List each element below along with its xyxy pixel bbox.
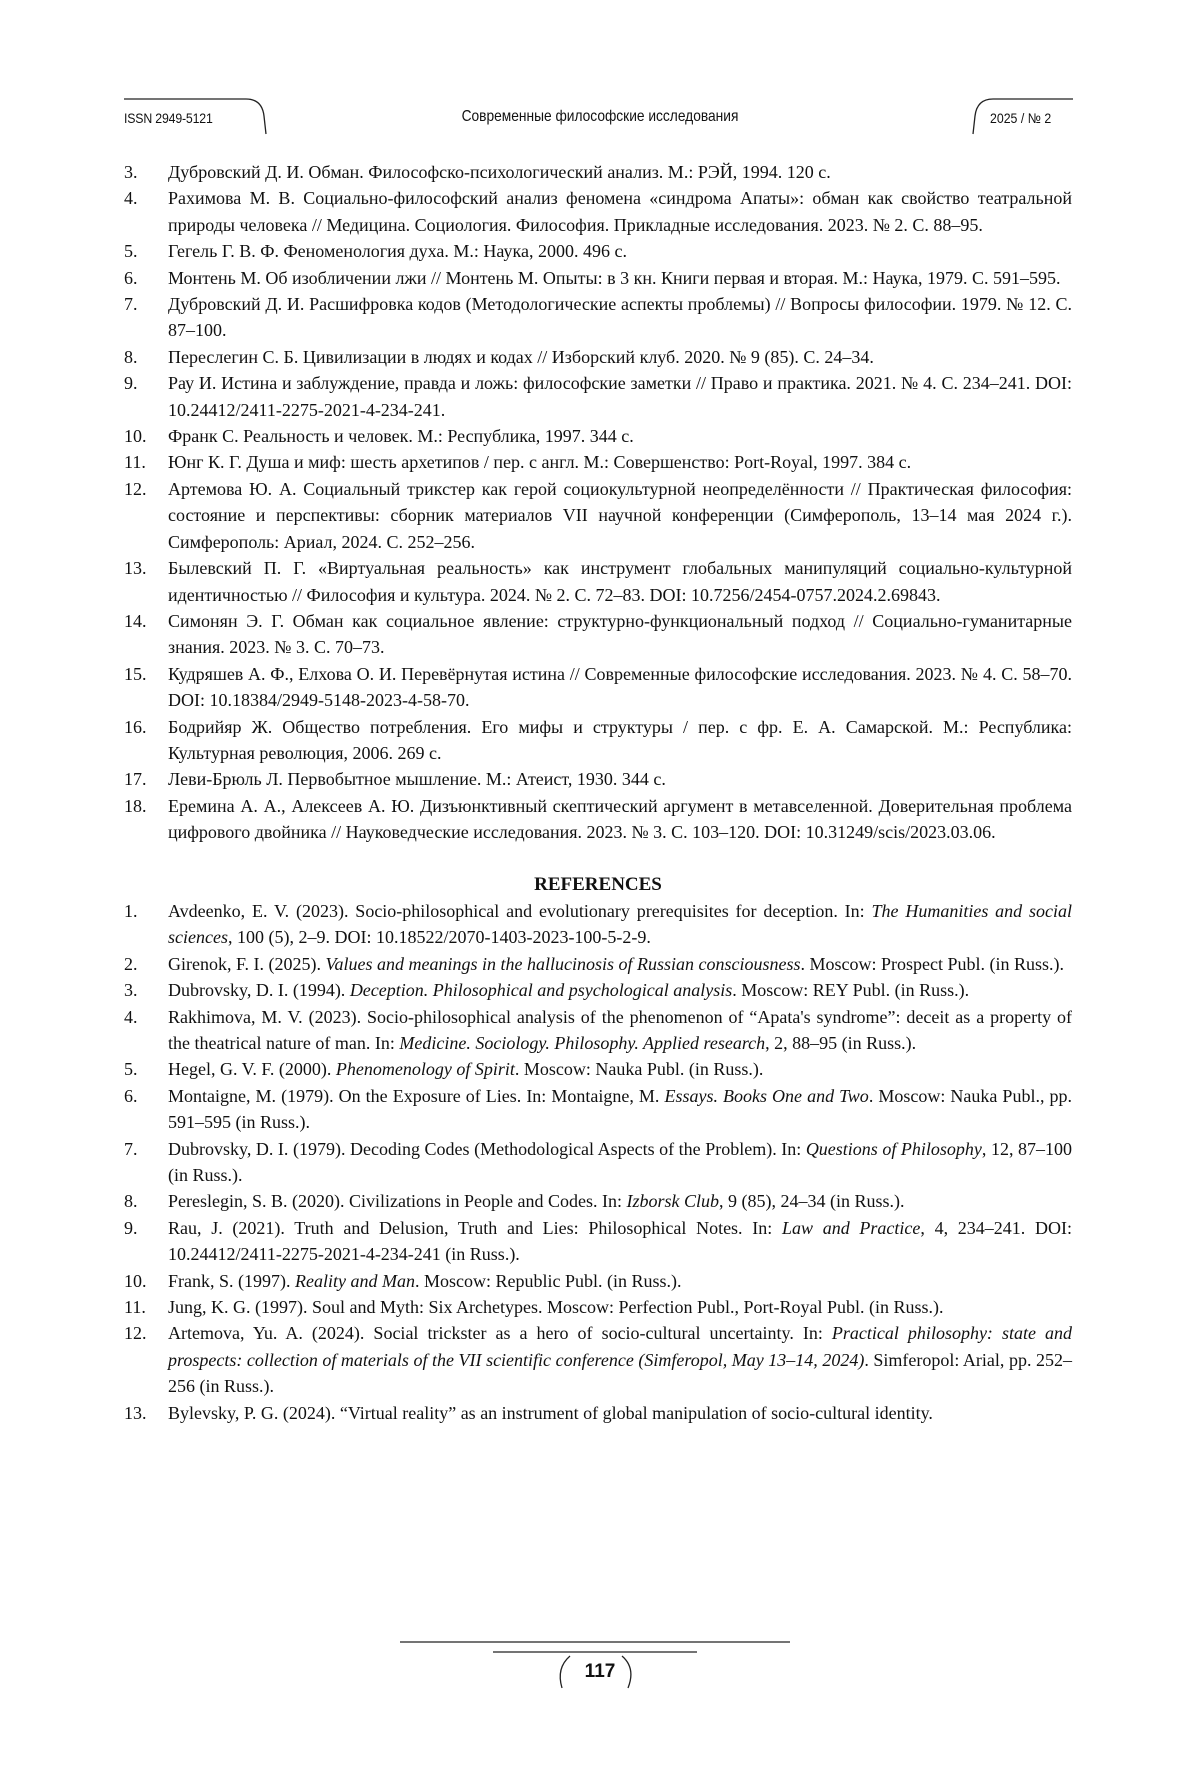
reference-item <box>124 185 1072 238</box>
reference-italic-segment: Phenomenology of Spirit <box>335 1059 515 1080</box>
reference-text <box>168 1215 1072 1268</box>
reference-number: 5. <box>124 1059 138 1080</box>
reference-text <box>168 449 1072 475</box>
reference-italic-segment: Questions of Philosophy <box>805 1138 982 1159</box>
reference-segment: Rakhimova, M. V. (2023). Socio-philosophical analysis of the phenomenon of “Apata's syndrome”: deceit as a property of the theatrical nature of man. In: <box>168 1006 1072 1053</box>
reference-text <box>168 1294 1072 1320</box>
reference-item <box>124 370 1072 423</box>
reference-segment: Рау И. Истина и заблуждение, правда и ложь: философские заметки // Право и практика. 2021. № 4. С. 234–241. DOI: 10.24412/2411-2275-2021-4-234-241. <box>168 373 1072 420</box>
reference-text <box>168 1136 1072 1189</box>
reference-item <box>124 423 1072 449</box>
reference-segment: Юнг К. Г. Душа и миф: шесть архетипов / пер. с англ. М.: Совершенство: Port-Royal, 1997. 384 с. <box>168 452 912 473</box>
reference-number: 7. <box>124 1138 138 1159</box>
references-heading: REFERENCES <box>534 873 662 895</box>
reference-number: 12. <box>124 1323 147 1344</box>
reference-segment: . Moscow: REY Publ. (in Russ.). <box>732 980 970 1001</box>
reference-number: 17. <box>124 769 147 790</box>
reference-segment: Дубровский Д. И. Расшифровка кодов (Методологические аспекты проблемы) // Вопросы философии. 1979. № 12. С. 87–100. <box>168 294 1072 341</box>
reference-segment: Еремина А. А., Алексеев А. Ю. Дизъюнктивный скептический аргумент в метавселенной. Доверительная проблема цифрового двойника // Науковедческие исследования. 2023. № 3. С. 103–120. DOI: 10.31249/scis/2023.03.06. <box>168 795 1072 843</box>
reference-number: 8. <box>124 346 138 367</box>
reference-segment: Dubrovsky, D. I. (1979). Decoding Codes (Methodological Aspects of the Problem). In: <box>168 1138 806 1159</box>
reference-text <box>168 555 1072 608</box>
reference-item <box>124 238 1072 264</box>
reference-segment: . Simferopol: Arial, pp. 252–256 (in Russ.). <box>168 1349 1072 1397</box>
reference-segment: Jung, K. G. (1997). Soul and Myth: Six Archetypes. Moscow: Perfection Publ., Port-Royal Publ. (in Russ.). <box>168 1297 944 1318</box>
reference-text <box>168 238 1072 264</box>
reference-item <box>124 608 1072 661</box>
reference-text <box>168 608 1072 661</box>
reference-segment: Avdeenko, E. V. (2023). Socio-philosophical and evolutionary prerequisites for deception. In: <box>168 900 872 921</box>
reference-italic-segment: Law and Practice <box>781 1217 921 1238</box>
reference-segment: Рахимова М. В. Социально-философский анализ феномена «синдрома Апаты»: обман как свойство театральной природы человека // Медицина. Социология. Философия. Прикладные исследования. 2023. № 2. С. 88–95. <box>168 188 1072 235</box>
reference-item <box>124 1215 1072 1268</box>
reference-text <box>168 1400 1072 1426</box>
page-number: 117 <box>584 1661 616 1682</box>
reference-item <box>124 344 1072 370</box>
reference-item <box>124 1083 1072 1136</box>
reference-number: 11. <box>124 452 146 473</box>
reference-segment: Hegel, G. V. F. (2000). <box>168 1059 336 1080</box>
reference-segment: . Moscow: Republic Publ. (in Russ.). <box>414 1270 682 1291</box>
reference-segment: , 9 (85), 24–34 (in Russ.). <box>718 1191 905 1212</box>
reference-item <box>124 1188 1072 1214</box>
reference-segment: Былевский П. Г. «Виртуальная реальность» как инструмент глобальных манипуляций социально-культурной идентичностью // Философия и культура. 2024. № 2. С. 72–83. DOI: 10.7256/2454-0757.2024.2.69843. <box>168 558 1072 605</box>
reference-segment: Артемова Ю. А. Социальный трикстер как герой социокультурной неопределённости // Практическая философия: состояние и перспективы: сборник материалов VII научной конференции (Симферополь, 13–14 мая 2024 г.). Симферополь: Ариал, 2024. С. 252–256. <box>168 478 1072 552</box>
reference-item <box>124 555 1072 608</box>
reference-text <box>168 977 1072 1003</box>
reference-segment: Frank, S. (1997). <box>168 1270 295 1291</box>
reference-item <box>124 1004 1072 1057</box>
reference-italic-segment: Essays. Books One and Two <box>664 1085 869 1106</box>
reference-number: 1. <box>124 900 138 921</box>
reference-item <box>124 1400 1072 1426</box>
journal-title: Современные философские исследования <box>461 108 739 125</box>
issue-number: 2025 / № 2 <box>990 110 1052 126</box>
reference-text <box>168 291 1072 344</box>
reference-item <box>124 977 1072 1003</box>
reference-text <box>168 265 1072 291</box>
reference-number: 13. <box>124 558 147 579</box>
reference-item <box>124 766 1072 792</box>
reference-segment: Леви-Брюль Л. Первобытное мышление. М.: Атеист, 1930. 344 с. <box>168 769 666 790</box>
reference-segment: Pereslegin, S. B. (2020). Civilizations in People and Codes. In: <box>168 1191 627 1212</box>
reference-segment: Dubrovsky, D. I. (1994). <box>168 980 350 1001</box>
reference-item <box>124 1136 1072 1189</box>
reference-number: 5. <box>124 241 138 262</box>
reference-text <box>168 423 1072 449</box>
reference-text <box>168 898 1072 951</box>
reference-text <box>168 1004 1072 1057</box>
reference-text <box>168 344 1072 370</box>
reference-number: 14. <box>124 610 147 631</box>
reference-segment: , 2, 88–95 (in Russ.). <box>765 1033 917 1053</box>
english-reference-list <box>124 898 1072 1426</box>
reference-italic-segment: Values and meanings in the hallucinosis of Russian consciousness <box>325 953 801 974</box>
reference-number: 15. <box>124 663 147 684</box>
reference-segment: Гегель Г. В. Ф. Феноменология духа. М.: Наука, 2000. 496 с. <box>168 241 627 262</box>
reference-text <box>168 714 1072 767</box>
reference-text <box>168 766 1072 792</box>
reference-item <box>124 476 1072 555</box>
reference-number: 13. <box>124 1402 147 1423</box>
reference-number: 16. <box>124 716 147 737</box>
reference-segment: Rau, J. (2021). Truth and Delusion, Truth and Lies: Philosophical Notes. In: <box>168 1217 782 1238</box>
reference-item <box>124 661 1072 714</box>
reference-segment: . Moscow: Prospect Publ. (in Russ.). <box>800 953 1065 974</box>
reference-number: 9. <box>124 1217 138 1238</box>
reference-item <box>124 1320 1072 1399</box>
reference-segment: . Moscow: Nauka Publ. (in Russ.). <box>514 1059 764 1080</box>
reference-segment: Girenok, F. I. (2025). <box>168 953 326 974</box>
reference-number: 10. <box>124 426 147 447</box>
reference-item <box>124 898 1072 951</box>
russian-reference-list <box>124 159 1072 846</box>
reference-item <box>124 265 1072 291</box>
reference-text <box>168 1268 1072 1294</box>
reference-text <box>168 370 1072 423</box>
reference-item <box>124 291 1072 344</box>
reference-item <box>124 951 1072 977</box>
reference-segment: Переслегин С. Б. Цивилизации в людях и кодах // Изборский клуб. 2020. № 9 (85). С. 24–34. <box>168 346 874 367</box>
reference-number: 6. <box>124 1085 138 1106</box>
reference-item <box>124 1268 1072 1294</box>
reference-segment: . Moscow: Nauka Publ., pp. 591–595 (in Russ.). <box>168 1085 1072 1133</box>
reference-text <box>168 1083 1072 1136</box>
reference-number: 9. <box>124 373 138 394</box>
reference-item <box>124 714 1072 767</box>
reference-number: 2. <box>124 953 138 974</box>
reference-number: 12. <box>124 478 147 499</box>
reference-italic-segment: Reality and Man <box>295 1270 415 1291</box>
reference-text <box>168 1188 1072 1214</box>
reference-number: 10. <box>124 1270 147 1291</box>
reference-segment: Франк С. Реальность и человек. М.: Республика, 1997. 344 с. <box>168 426 634 447</box>
reference-segment: , 12, 87–100 (in Russ.). <box>168 1138 1073 1186</box>
reference-segment: , 100 (5), 2–9. DOI: 10.18522/2070-1403-2023-100-5-2-9. <box>227 927 651 948</box>
reference-number: 3. <box>124 980 138 1001</box>
reference-text <box>168 1320 1072 1399</box>
reference-segment: Artemova, Yu. A. (2024). Social trickster as a hero of socio-cultural uncertainty. In: <box>168 1323 832 1344</box>
reference-italic-segment: Izborsk Club <box>626 1191 719 1212</box>
reference-number: 8. <box>124 1191 138 1212</box>
reference-text <box>168 661 1072 714</box>
issn: ISSN 2949-5121 <box>124 110 213 126</box>
reference-text <box>168 1056 1072 1082</box>
reference-segment: Bylevsky, P. G. (2024). “Virtual reality” as an instrument of global manipulation of socio-cultural identity. <box>168 1402 933 1423</box>
reference-number: 4. <box>124 1006 138 1027</box>
reference-number: 6. <box>124 267 138 288</box>
reference-text <box>168 476 1072 555</box>
reference-italic-segment: Practical philosophy: state and prospects: collection of materials of the VII scientific conference (Simferopol, May 13–14, 2024) <box>168 1323 1072 1370</box>
reference-segment: Кудряшев А. Ф., Елхова О. И. Перевёрнутая истина // Современные философские исследования. 2023. № 4. С. 58–70. DOI: 10.18384/2949-5148-2023-4-58-70. <box>168 663 1072 711</box>
references-content <box>124 159 1072 1426</box>
reference-italic-segment: Deception. Philosophical and psychological analysis <box>349 980 733 1001</box>
reference-item <box>124 1294 1072 1320</box>
reference-item <box>124 793 1072 846</box>
reference-segment: Дубровский Д. И. Обман. Философско-психологический анализ. М.: РЭЙ, 1994. 120 с. <box>168 162 831 182</box>
reference-number: 4. <box>124 188 138 209</box>
reference-segment: Монтень М. Об изобличении лжи // Монтень М. Опыты: в 3 кн. Книги первая и вторая. М.: Наука, 1979. С. 591–595. <box>168 267 1061 288</box>
reference-item <box>124 159 1072 185</box>
reference-italic-segment: The Humanities and social sciences <box>168 900 1072 948</box>
reference-italic-segment: Medicine. Sociology. Philosophy. Applied research <box>399 1033 766 1053</box>
reference-number: 7. <box>124 294 138 315</box>
reference-item <box>124 449 1072 475</box>
reference-text <box>168 185 1072 238</box>
reference-segment: Бодрийяр Ж. Общество потребления. Его мифы и структуры / пер. с фр. Е. А. Самарской. М.: Республика: Культурная революция, 2006. 269 с. <box>168 716 1072 763</box>
reference-text <box>168 159 1072 185</box>
reference-text <box>168 951 1072 977</box>
reference-segment: Montaigne, M. (1979). On the Exposure of Lies. In: Montaigne, M. <box>168 1085 665 1106</box>
reference-segment: , 4, 234–241. DOI: 10.24412/2411-2275-2021-4-234-241 (in Russ.). <box>168 1217 1072 1265</box>
reference-item <box>124 1056 1072 1082</box>
reference-segment: Симонян Э. Г. Обман как социальное явление: структурно-функциональный подход // Социально-гуманитарные знания. 2023. № 3. С. 70–73. <box>168 610 1072 658</box>
header-frame <box>0 0 1200 150</box>
reference-text <box>168 793 1072 846</box>
reference-number: 11. <box>124 1297 146 1318</box>
reference-number: 18. <box>124 795 147 816</box>
reference-number: 3. <box>124 162 138 182</box>
